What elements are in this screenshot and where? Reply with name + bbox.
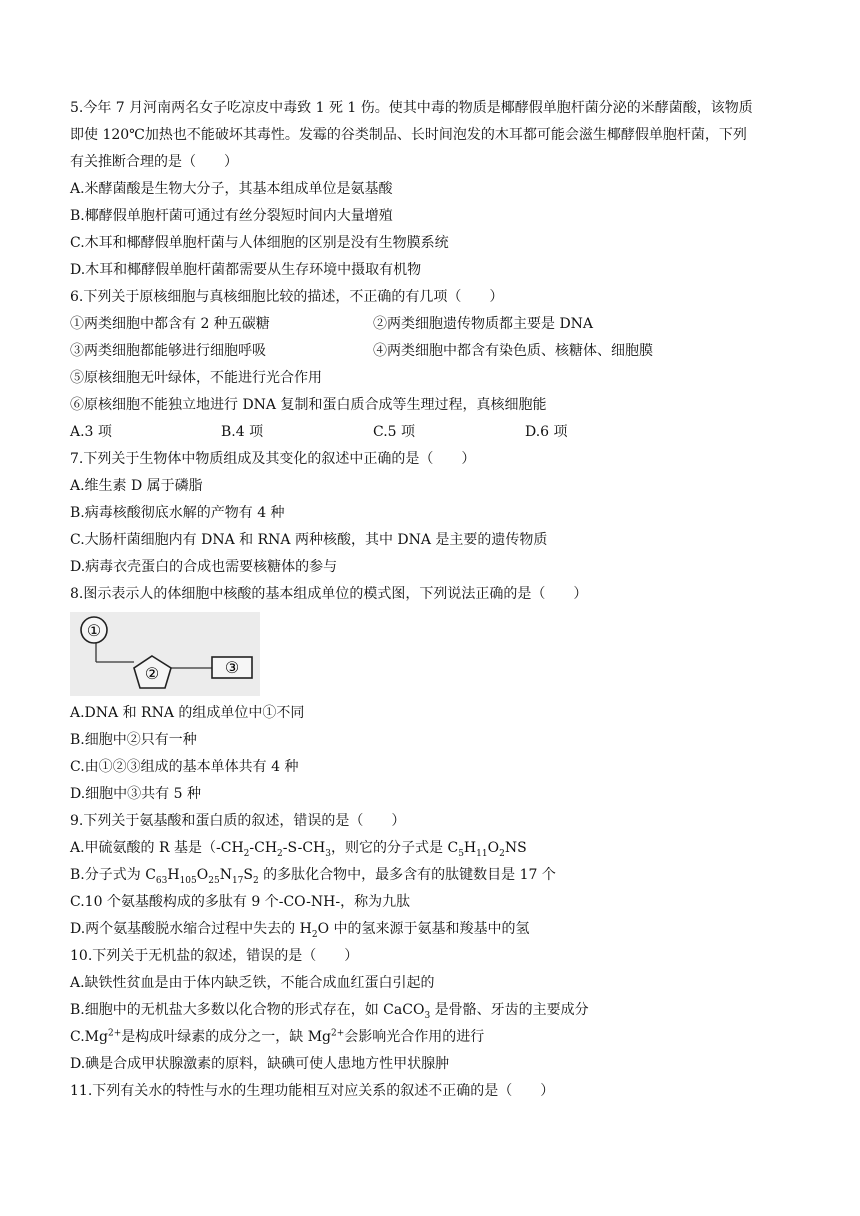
q9-option-d: D.两个氨基酸脱水缩合过程中失去的 $H_2O$ 中的氢来源于氨基和羧基中的氢: [70, 921, 530, 940]
q6-option-b: B.4 项: [221, 424, 264, 440]
q8-option-d: D.细胞中③共有 5 种: [70, 786, 201, 802]
pentose-label: ②: [144, 664, 160, 683]
q9-stem: 9.下列关于氨基酸和蛋白质的叙述，错误的是（ ）: [70, 813, 406, 829]
q6-option-d: D.6 项: [525, 424, 568, 440]
q5-option-c: C.木耳和椰酵假单胞杆菌与人体细胞的区别是没有生物膜系统: [70, 235, 449, 251]
nucleotide-diagram-svg: [70, 612, 260, 696]
q5-stem-line2: 即使 120℃加热也不能破坏其毒性。发霉的谷类制品、长时间泡发的木耳都可能会滋生椰酵假单胞杆菌，下列: [70, 127, 747, 143]
q8-option-c: C.由①②③组成的基本单体共有 4 种: [70, 759, 299, 775]
q8-option-a: A.DNA 和 RNA 的组成单位中①不同: [70, 705, 305, 721]
q6-statement-6: ⑥原核细胞不能独立地进行 DNA 复制和蛋白质合成等生理过程，真核细胞能: [70, 397, 547, 413]
q10-option-d: D.碘是合成甲状腺激素的原料，缺碘可使人患地方性甲状腺肿: [70, 1056, 450, 1072]
q8-option-b: B.细胞中②只有一种: [70, 732, 197, 748]
q11-stem: 11.下列有关水的特性与水的生理功能相互对应关系的叙述不正确的是（ ）: [70, 1083, 555, 1099]
q9-option-c: C.10 个氨基酸构成的多肽有 9 个-CO-NH-，称为九肽: [70, 894, 411, 910]
q7-option-c: C.大肠杆菌细胞内有 DNA 和 RNA 两种核酸，其中 DNA 是主要的遗传物质: [70, 532, 548, 548]
q6-statement-1: ①两类细胞中都含有 2 种五碳糖: [70, 316, 270, 332]
q6-stem: 6.下列关于原核细胞与真核细胞比较的描述，不正确的有几项（ ）: [70, 289, 504, 305]
q5-option-d: D.木耳和椰酵假单胞杆菌都需要从生存环境中摄取有机物: [70, 262, 422, 278]
phosphate-label: ①: [86, 621, 102, 640]
q9-option-b: B.分子式为 $C_{63}H_{105}O_{25}N_{17}S_2$ 的多肽化合物中，最多含有的肽键数目是 17 个: [70, 867, 556, 886]
q10-stem: 10.下列关于无机盐的叙述，错误的是（ ）: [70, 948, 359, 964]
q7-option-d: D.病毒衣壳蛋白的合成也需要核糖体的参与: [70, 559, 338, 575]
q6-option-a: A.3 项: [70, 424, 112, 440]
q6-statement-3: ③两类细胞都能够进行细胞呼吸: [70, 343, 266, 359]
q9-option-a: A.甲硫氨酸的 R 基是（$-CH_2-CH_2-S-CH_3$，则它的分子式是 $C_5H_{11}O_2NS$: [70, 840, 527, 859]
q6-statement-2: ②两类细胞遗传物质都主要是 DNA: [373, 316, 594, 332]
q7-stem: 7.下列关于生物体中物质组成及其变化的叙述中正确的是（ ）: [70, 451, 476, 467]
q5-stem-line3: 有关推断合理的是（ ）: [70, 154, 238, 170]
q10-option-b: B.细胞中的无机盐大多数以化合物的形式存在，如 CaCO$_3$ 是骨骼、牙齿的主要成分: [70, 1002, 589, 1021]
nucleotide-diagram: [70, 612, 260, 696]
q6-statement-5: ⑤原核细胞无叶绿体，不能进行光合作用: [70, 370, 322, 386]
q10-option-c: $C.Mg^{2+}$是构成叶绿素的成分之一，缺 $Mg^{2+}$会影响光合作用的进行: [70, 1028, 485, 1045]
q6-statement-4: ④两类细胞中都含有染色质、核糖体、细胞膜: [373, 343, 653, 359]
q8-stem: 8.图示表示人的体细胞中核酸的基本组成单位的模式图，下列说法正确的是（ ）: [70, 586, 588, 602]
q7-option-b: B.病毒核酸彻底水解的产物有 4 种: [70, 505, 285, 521]
q10-option-a: A.缺铁性贫血是由于体内缺乏铁，不能合成血红蛋白引起的: [70, 975, 435, 991]
q5-option-b: B.椰酵假单胞杆菌可通过有丝分裂短时间内大量增殖: [70, 208, 393, 224]
q5-stem-line1: 5.今年 7 月河南两名女子吃凉皮中毒致 1 死 1 伤。使其中毒的物质是椰酵假单胞杆菌分泌的米酵菌酸，该物质: [70, 100, 753, 116]
base-label: ③: [224, 658, 240, 677]
q6-option-c: C.5 项: [373, 424, 416, 440]
q7-option-a: A.维生素 D 属于磷脂: [70, 478, 203, 494]
q5-option-a: A.米酵菌酸是生物大分子，其基本组成单位是氨基酸: [70, 181, 393, 197]
